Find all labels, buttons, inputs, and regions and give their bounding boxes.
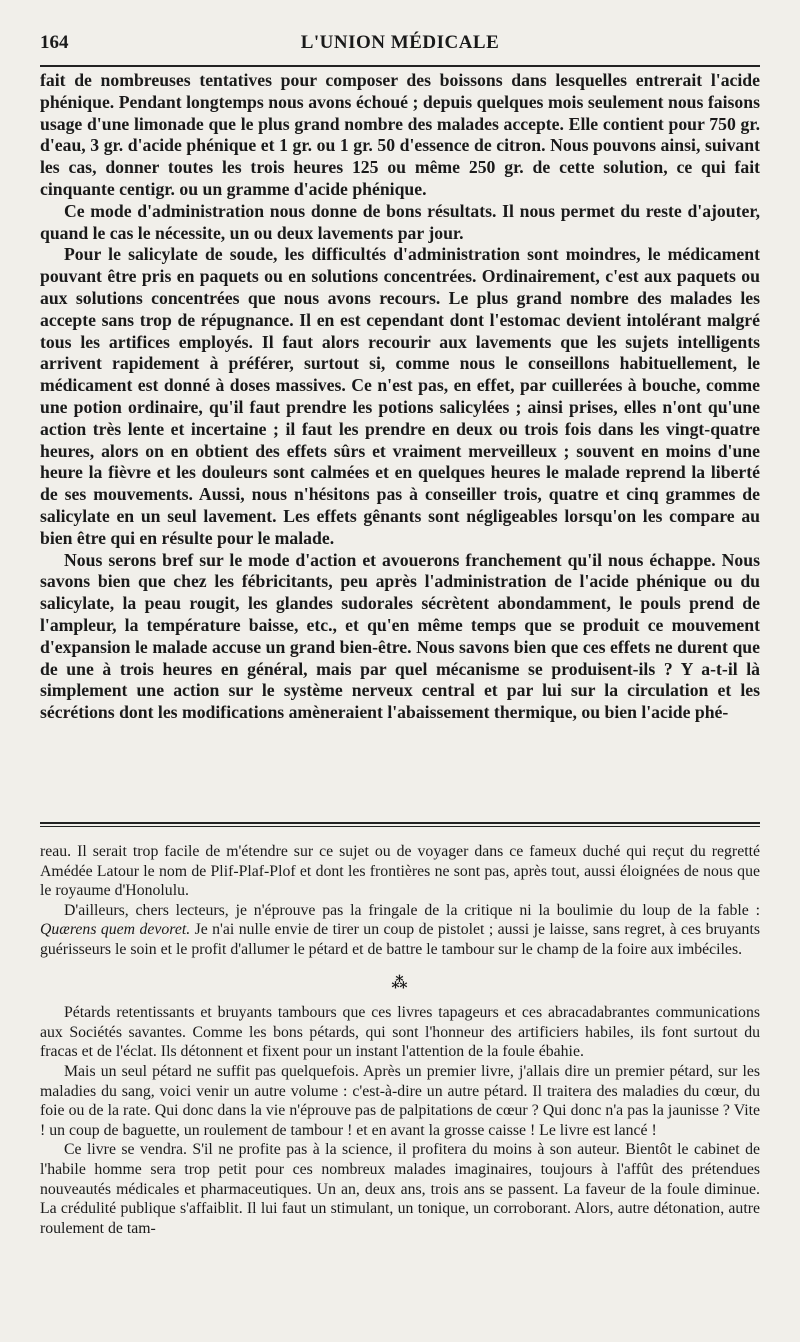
feuilleton-paragraph: Ce livre se vendra. S'il ne profite pas à la science, il profitera du moins à son auteur. Bientôt le cabinet de l'habile homme sera trop petit pour ces nombreux malades imaginaires, toujours à l'affût des prétendues nouveautés médicales et pharmaceutiques. Un an, deux ans, trois ans se passent. La faveur de la foule diminue. La crédulité publique s'affaiblit. Il lui faut un stimulant, un tonique, un corroborant. Alors, autre détonation, autre roulement de tam- xyxy=(40,1141,760,1237)
main-paragraph: fait de nombreuses tentatives pour composer des boissons dans lesquelles entrerait l'acide phénique. Pendant longtemps nous avons échoué ; depuis quelques mois seulement nous faisons usage d'une limonade que le plus grand nombre des malades accepte. Elle contient pour 750 gr. d'eau, 3 gr. d'acide phénique et 1 gr. ou 1 gr. 50 d'essence de citron. Nous pouvons ainsi, suivant les cas, donner toutes les trois heures 125 ou même 250 gr. de cette solution, ce qui fait cinquante centigr. ou un gramme d'acide phénique. xyxy=(40,70,760,199)
page-number: 164 xyxy=(40,32,69,53)
feuilleton xyxy=(40,842,760,1238)
main-article xyxy=(40,70,760,724)
asterism: ⁂ xyxy=(391,974,409,992)
feuilleton-separator xyxy=(40,822,760,827)
feuilleton-paragraph: Mais un seul pétard ne suffit pas quelquefois. Après un premier livre, j'allais dire un premier pétard, sur les maladies du sang, voici venir un autre volume : c'est-à-dire un autre pétard. Il traitera des maladies du cœur, du foie ou de la rate. Qui donc dans la vie n'éprouve pas de palpitations de cœur ? Qui donc n'a pas la jaunisse ? Vite ! un coup de baguette, un roulement de tambour ! et en avant la grosse caisse ! Le livre est lancé ! xyxy=(40,1062,760,1139)
page-header xyxy=(40,28,760,58)
latin-quote: Quærens quem devoret. xyxy=(40,921,191,939)
feuilleton-paragraph: reau. Il serait trop facile de m'étendre sur ce sujet ou de voyager dans ce fameux duché qui reçut du regretté Amédée Latour le nom de Plif-Plaf-Plof et dont les frontières ne sont pas, après tout, aussi éloignées de nous que le royaume d'Honolulu. xyxy=(40,843,760,900)
header-rule xyxy=(40,65,760,67)
feuilleton-text: D'ailleurs, chers lecteurs, je n'éprouve pas la fringale de la critique ni la boulimie du loup de la fable : xyxy=(64,901,760,919)
main-paragraph: Nous serons bref sur le mode d'action et avouerons franchement qu'il nous échappe. Nous savons bien que chez les fébricitants, peu après l'administration de l'acide phénique ou du salicylate, la peau rougit, les glandes sudorales sécrètent abondamment, le pouls prend de l'ampleur, la température baisse, etc., et qu'en même temps que se produit ce mouvement d'expansion le malade accuse un grand bien-être. Nous savons bien que ces effets ne durent que de une à trois heures en général, mais par quel mécanisme se produisent-ils ? Y a-t-il là simplement une action sur le système nerveux central et par lui sur la circulation et les sécrétions dont les modifications amèneraient l'abaissement thermique, ou bien l'acide phé- xyxy=(40,549,760,723)
feuilleton-text: Je n'ai nulle envie de tirer un coup de pistolet ; aussi je laisse, sans regret, à ces bruyants guérisseurs le soin et le profit d'allumer le pétard et de battre le tambour sur le champ de la foire aux imbéciles. xyxy=(40,921,760,958)
feuilleton-paragraph xyxy=(40,901,760,960)
main-paragraph: Ce mode d'administration nous donne de bons résultats. Il nous permet du reste d'ajouter, quand le cas le nécessite, un ou deux lavements par jour. xyxy=(40,200,760,243)
main-paragraph: Pour le salicylate de soude, les difficultés d'administration sont moindres, le médicament pouvant être pris en paquets ou en solutions concentrées. Ordinairement, c'est aux paquets ou aux solutions concentrées que nous avons recours. Le plus grand nombre des malades les accepte sans trop de répugnance. Il en est cependant dont l'estomac devient intolérant malgré tous les artifices employés. Il faut alors recourir aux lavements que les sujets intelligents arrivent rapidement à préférer, surtout si, comme nous le conseillons habituellement, le médicament est donné à doses massives. Ce n'est pas, en effet, par cuillerées à bouche, comme une potion ordinaire, qu'il faut prendre les potions salicylées ; ainsi prises, elles n'ont qu'une action très lente et incertaine ; il faut les prendre en deux ou trois fois dans les vingt-quatre heures, alors on en obtient des effets sûrs et vraiment merveilleux ; souvent en moins d'une heure la fièvre et les douleurs sont calmées et en quelques heures le malade reprend la liberté de ses mouvements. Aussi, nous n'hésitons pas à conseiller trois, quatre et cinq grammes de salicylate en un seul lavement. Les effets gênants sont négligeables lorsqu'on les compare au bien être qui en résulte pour le malade. xyxy=(40,244,760,548)
running-title: L'UNION MÉDICALE xyxy=(300,32,500,53)
feuilleton-paragraph: Pétards retentissants et bruyants tambours que ces livres tapageurs et ces abracadabrantes communications aux Sociétés savantes. Comme les bons pétards, qui sont l'honneur des artificiers habiles, ils font surtout du fracas et de l'éclat. Ils détonnent et fixent pour un instant l'attention de la foule ébahie. xyxy=(40,1004,760,1061)
